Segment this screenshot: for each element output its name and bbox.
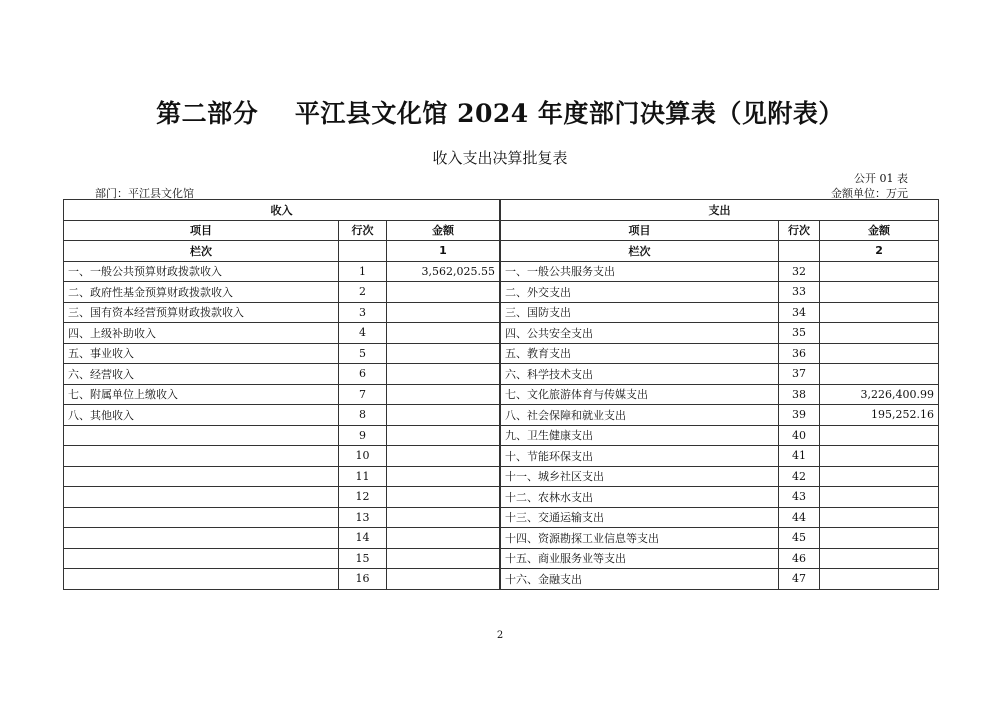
expense-item-cell: 四、公共安全支出 [501,323,779,344]
expense-amount-cell [820,323,939,344]
expense-row-no-cell: 36 [779,343,820,364]
income-row-no-cell: 12 [339,487,387,508]
income-item-cell [64,466,339,487]
expense-item-header: 项目 [501,220,779,241]
income-amount-cell [387,282,500,303]
expense-item-cell: 八、社会保障和就业支出 [501,405,779,426]
income-item-header: 项目 [64,220,339,241]
expense-row-no-cell: 35 [779,323,820,344]
income-amount-cell: 3,562,025.55 [387,261,500,282]
income-amount-cell [387,446,500,467]
column-index-row [64,241,939,262]
income-item-cell [64,425,339,446]
income-item-cell [64,528,339,549]
expense-item-cell: 十五、商业服务业等支出 [501,548,779,569]
expense-item-cell: 二、外交支出 [501,282,779,303]
expense-amount-cell [820,282,939,303]
expense-amount-cell [820,302,939,323]
income-item-cell: 六、经营收入 [64,364,339,385]
income-item-cell: 五、事业收入 [64,343,339,364]
page-title: 第二部分 平江县文化馆 2024 年度部门决算表（见附表） [156,99,844,128]
table-row [64,507,939,528]
expense-amount-cell [820,466,939,487]
income-item-cell: 八、其他收入 [64,405,339,426]
expense-item-cell: 三、国防支出 [501,302,779,323]
expense-amount-cell [820,548,939,569]
income-amount-header: 金额 [387,220,500,241]
expense-column-number: 2 [820,241,939,262]
income-item-cell [64,487,339,508]
income-amount-cell [387,302,500,323]
income-header: 收入 [64,200,500,221]
expense-item-cell: 十二、农林水支出 [501,487,779,508]
income-expense-table [63,199,939,590]
income-row-no-cell: 4 [339,323,387,344]
expense-amount-cell [820,528,939,549]
expense-amount-cell [820,487,939,508]
expense-amount-cell [820,569,939,590]
income-amount-cell [387,487,500,508]
income-amount-cell [387,405,500,426]
income-row-no-cell: 16 [339,569,387,590]
income-amount-cell [387,364,500,385]
table-row [64,302,939,323]
income-amount-cell [387,528,500,549]
expense-column-blank [779,241,820,262]
expense-row-no-cell: 33 [779,282,820,303]
income-column-number: 1 [387,241,500,262]
expense-header: 支出 [501,200,939,221]
expense-row-no-cell: 40 [779,425,820,446]
income-item-cell [64,507,339,528]
expense-row-no-cell: 42 [779,466,820,487]
income-item-cell: 七、附属单位上缴收入 [64,384,339,405]
table-row [64,405,939,426]
expense-amount-cell: 195,252.16 [820,405,939,426]
table-row [64,446,939,467]
expense-item-cell: 十六、金融支出 [501,569,779,590]
income-amount-cell [387,466,500,487]
expense-item-cell: 十四、资源勘探工业信息等支出 [501,528,779,549]
income-amount-cell [387,425,500,446]
expense-amount-header: 金额 [820,220,939,241]
income-amount-cell [387,384,500,405]
table-subtitle: 收入支出决算批复表 [432,149,568,167]
income-row-no-cell: 1 [339,261,387,282]
income-item-cell [64,548,339,569]
income-column-label: 栏次 [64,241,339,262]
expense-item-cell: 十、节能环保支出 [501,446,779,467]
table-row [64,364,939,385]
income-item-cell: 四、上级补助收入 [64,323,339,344]
table-row [64,343,939,364]
income-amount-cell [387,569,500,590]
form-number: 公开 01 表 [854,172,908,185]
income-row-no-cell: 2 [339,282,387,303]
table-row [64,425,939,446]
expense-item-cell: 九、卫生健康支出 [501,425,779,446]
expense-row-no-cell: 44 [779,507,820,528]
income-row-no-cell: 13 [339,507,387,528]
income-item-cell: 二、政府性基金预算财政拨款收入 [64,282,339,303]
income-item-cell [64,446,339,467]
table-row [64,384,939,405]
income-row-no-cell: 8 [339,405,387,426]
income-item-cell: 一、一般公共预算财政拨款收入 [64,261,339,282]
table-row [64,323,939,344]
expense-amount-cell [820,261,939,282]
expense-column-label: 栏次 [501,241,779,262]
income-row-no-cell: 15 [339,548,387,569]
income-amount-cell [387,548,500,569]
expense-row-no-cell: 39 [779,405,820,426]
department-label: 部门：平江县文化馆 [95,187,194,200]
expense-amount-cell [820,507,939,528]
expense-amount-cell: 3,226,400.99 [820,384,939,405]
expense-item-cell: 六、科学技术支出 [501,364,779,385]
income-row-no-cell: 6 [339,364,387,385]
income-row-no-cell: 9 [339,425,387,446]
expense-row-no-cell: 45 [779,528,820,549]
table-row [64,548,939,569]
table-row [64,569,939,590]
income-column-blank [339,241,387,262]
table-row [64,466,939,487]
expense-amount-cell [820,425,939,446]
income-row-no-cell: 10 [339,446,387,467]
page-number: 2 [496,630,504,641]
income-row-no-cell: 3 [339,302,387,323]
expense-item-cell: 一、一般公共服务支出 [501,261,779,282]
income-row-no-cell: 7 [339,384,387,405]
income-row-no-cell: 14 [339,528,387,549]
expense-item-cell: 五、教育支出 [501,343,779,364]
expense-row-no-cell: 38 [779,384,820,405]
expense-item-cell: 七、文化旅游体育与传媒支出 [501,384,779,405]
expense-amount-cell [820,446,939,467]
income-amount-cell [387,507,500,528]
expense-row-no-cell: 37 [779,364,820,385]
expense-row-no-header: 行次 [779,220,820,241]
income-item-cell [64,569,339,590]
income-item-cell: 三、国有资本经营预算财政拨款收入 [64,302,339,323]
income-amount-cell [387,323,500,344]
expense-row-no-cell: 41 [779,446,820,467]
expense-item-cell: 十三、交通运输支出 [501,507,779,528]
income-amount-cell [387,343,500,364]
amount-unit-label: 金额单位：万元 [831,187,908,200]
section-header-row [64,200,939,221]
table-row [64,282,939,303]
expense-item-cell: 十一、城乡社区支出 [501,466,779,487]
income-row-no-header: 行次 [339,220,387,241]
expense-amount-cell [820,343,939,364]
expense-amount-cell [820,364,939,385]
table-row [64,487,939,508]
expense-row-no-cell: 34 [779,302,820,323]
expense-row-no-cell: 47 [779,569,820,590]
expense-row-no-cell: 46 [779,548,820,569]
income-row-no-cell: 5 [339,343,387,364]
income-row-no-cell: 11 [339,466,387,487]
table-row [64,528,939,549]
table-row [64,261,939,282]
expense-row-no-cell: 43 [779,487,820,508]
column-header-row [64,220,939,241]
expense-row-no-cell: 32 [779,261,820,282]
